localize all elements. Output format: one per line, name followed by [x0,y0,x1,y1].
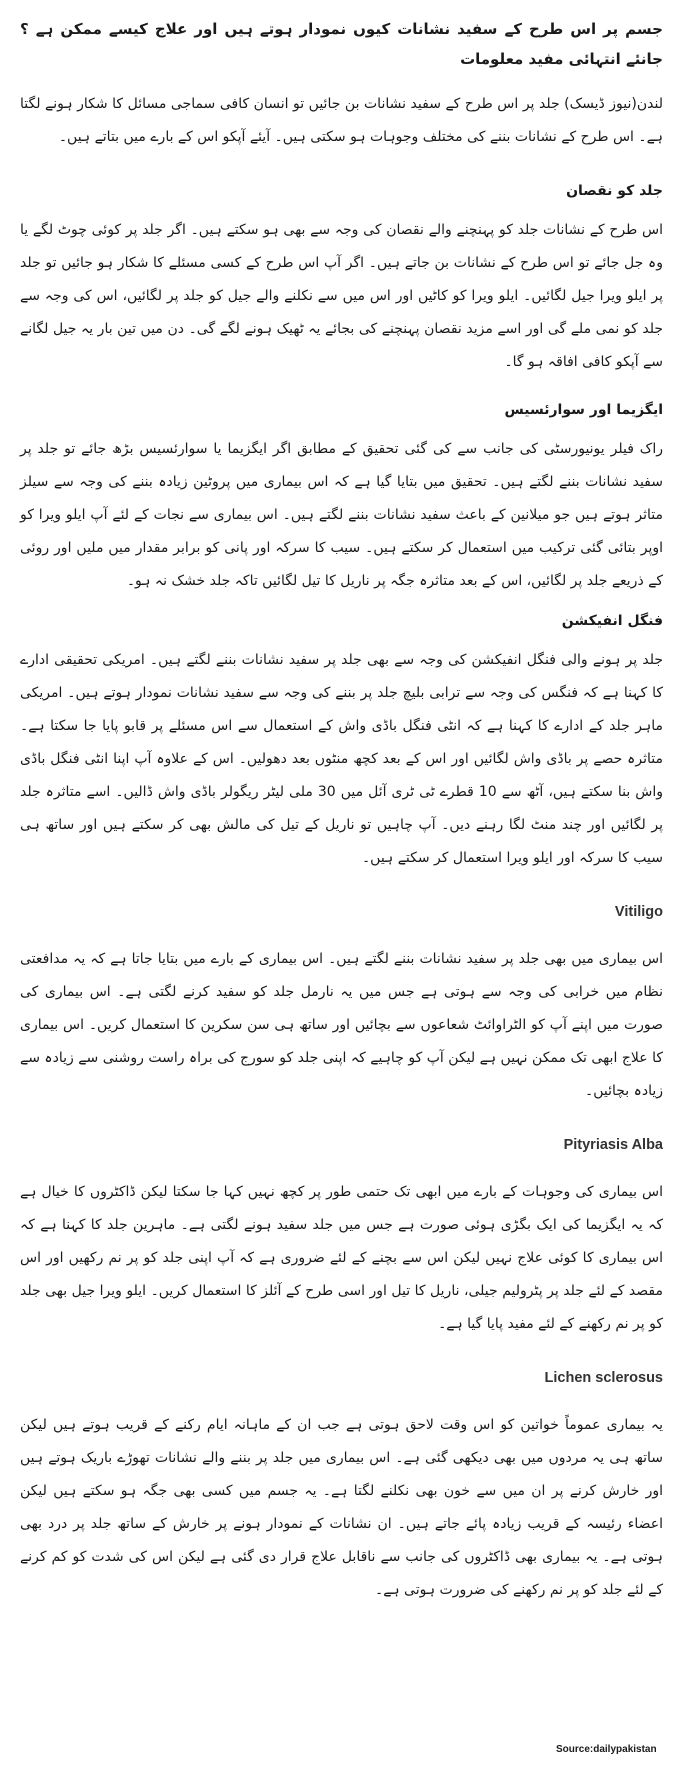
section-heading: Lichen sclerosus [544,1370,663,1386]
article-intro: لندن(نیوز ڈیسک) جلد پر اس طرح کے سفید نشانات بن جائیں تو انسان کافی سماجی مسائل کا شکار ہونے لگتا ہے۔ اس طرح کے نشانات بننے کی مختلف وجوہات ہو سکتی ہیں۔ آیئے آپکو اس کے بارے میں بتاتے ہیں۔ [20,96,663,145]
section-body: اس بیماری کی وجوہات کے بارے میں ابھی تک حتمی طور پر کچھ نہیں کہا جا سکتا لیکن ڈاکٹروں کا خیال ہے کہ یہ ایگزیما کی ایک بگڑی ہوئی صورت ہے جس میں جلد سفید ہونے لگتی ہے۔ ماہرین جلد کا کہنا ہے کہ اس بیماری کا کوئی علاج نہیں لیکن اس سے بچنے کے لئے ضروری ہے کہ آپ اپنی جلد کو پر نم رکھیں اور اس مقصد کے لئے جلد پر پٹرولیم جیلی، ناریل کا تیل اور اسی طرح کے آئلز کا استعمال کریں۔ ایلو ویرا جیل بھی جلد کو پر نم رکھنے کے لئے مفید پایا گیا ہے۔ [20,1184,663,1332]
section-pityriasis-alba [20,1134,663,1341]
section-body: اس بیماری میں بھی جلد پر سفید نشانات بننے لگتے ہیں۔ اس بیماری کے بارے میں بتایا جاتا ہے کہ یہ مدافعتی نظام میں خرابی کی وجہ سے ہوتی ہے جس میں یہ نارمل جلد کو سفید کرنے لگتی ہے۔ اس بیماری کی صورت میں اپنے آپ کو الٹراوائٹ شعاعوں سے بچائیں اور ساتھ ہی سن سکرین کا استعمال کریں۔ اس بیماری کا علاج ابھی تک ممکن نہیں ہے لیکن آپ کو چاہیے کہ اپنی جلد کو سورج کی براہ راست روشنی سے زیادہ سے زیادہ بچائیں۔ [20,951,663,1099]
section-body: یہ بیماری عموماً خواتین کو اس وقت لاحق ہوتی ہے جب ان کے ماہانہ ایام رکنے کے قریب ہوتے ہیں لیکن ساتھ ہی یہ مردوں میں بھی دیکھی گئی ہے۔ اس بیماری میں جلد پر بننے والے نشانات تھوڑے باریک ہوتے ہیں اور خارش کرنے پر ان میں سے خون بھی نکلنے لگتا ہے۔ یہ جسم میں کسی بھی جگہ ہو سکتے ہیں لیکن اعضاء رئیسہ کے قریب زیادہ پائے جاتے ہیں۔ ان نشانات کے نمودار ہونے پر خارش کے ساتھ جلد پر درد بھی ہوتی ہے۔ یہ بیماری بھی ڈاکٹروں کی جانب سے ناقابل علاج قرار دی گئی ہے لیکن اس کی شدت کو کم کرنے کے لئے جلد کو پر نم رکھنے کی ضرورت ہوتی ہے۔ [20,1417,663,1598]
section-eczema-psoriasis [20,399,663,598]
section-fungal-infection [20,610,663,875]
section-heading: جلد کو نقصان [566,183,663,199]
section-body: اس طرح کے نشانات جلد کو پہنچنے والے نقصان کی وجہ سے بھی ہو سکتے ہیں۔ اگر جلد پر کوئی چوٹ لگے یا وہ جل جائے تو اس طرح کے نشانات بن جاتے ہیں۔ اگر آپ اس طرح کے کسی مسئلے کا شکار ہو جائیں تو جلد پر ایلو ویرا جیل لگائیں۔ ایلو ویرا کو کاٹیں اور اس میں سے نکلنے والے جیل کو جلد پر لگائیں، اس کی وجہ سے جلد کو نمی ملے گی اور اسے مزید نقصان پہنچنے کی بجائے یہ ٹھیک ہونے لگے گی۔ دن میں تین بار یہ جیل لگانے سے آپکو کافی افاقہ ہو گا۔ [20,222,663,370]
section-lichen-sclerosus [20,1367,663,1607]
section-vitiligo [20,901,663,1108]
section-body: جلد پر ہونے والی فنگل انفیکشن کی وجہ سے بھی جلد پر سفید نشانات بننے لگتے ہیں۔ امریکی تحقیقی ادارے کا کہنا ہے کہ فنگس کی وجہ سے ترابی بلیچ جلد پر بننے کی وجہ سے سفید نشانات نمودار ہوتے ہیں۔ امریکی ماہر جلد کے ادارے کا کہنا ہے کہ انٹی فنگل باڈی واش کے استعمال سے اس مسئلے پر قابو پایا جا سکتا ہے۔ متاثرہ حصے پر باڈی واش لگائیں اور اس کے بعد کچھ منٹوں بعد دھولیں۔ اس کے علاوہ آپ اپنا انٹی فنگل باڈی واش بنا سکتے ہیں، آٹھ سے 10 قطرے ٹی ٹری آئل میں 30 ملی لیٹر ریگولر باڈی واش ڈالیں۔ اسے متاثرہ جلد پر لگائیں اور چند منٹ لگا رہنے دیں۔ آپ چاہیں تو ناریل کے تیل کی مالش بھی کر سکتے ہیں اور ساتھ ہی سیب کا سرکہ اور ایلو ویرا استعمال کر سکتے ہیں۔ [20,652,663,866]
article-title: جسم پر اس طرح کے سفید نشانات کیوں نمودار ہوتے ہیں اور علاج کیسے ممکن ہے ؟ جانئے انتہائی مفید معلومات [20,20,663,68]
section-skin-damage [20,180,663,379]
source-credit: Source:dailypakistan [556,1744,657,1755]
section-heading: Vitiligo [614,904,663,920]
section-heading: Pityriasis Alba [563,1137,663,1153]
section-heading: ایگزیما اور سوارئسیس [504,402,663,418]
section-heading: فنگل انفیکشن [561,613,663,629]
section-body: راک فیلر یونیورسٹی کی جانب سے کی گئی تحقیق کے مطابق اگر ایگزیما یا سوارئسیس بڑھ جائے تو جلد پر سفید نشانات بننے لگتے ہیں۔ تحقیق میں بتایا گیا ہے کہ اس بیماری میں پروٹین زیادہ بننے کی وجہ سے سیلز متاثر ہوتے ہیں جو میلانین کے باعث سفید نشانات بننے لگتے ہیں۔ اس بیماری سے نجات کے لئے آپ ایلو ویرا کو اوپر بتائی گئی ترکیب میں استعمال کر سکتے ہیں۔ سیب کا سرکہ اور پانی کو برابر مقدار میں ملیں اور روئی کے ذریعے جلد پر لگائیں، اس کے بعد متاثرہ جگہ پر ناریل کا تیل لگائیں تاکہ جلد خشک نہ ہو۔ [20,441,663,589]
